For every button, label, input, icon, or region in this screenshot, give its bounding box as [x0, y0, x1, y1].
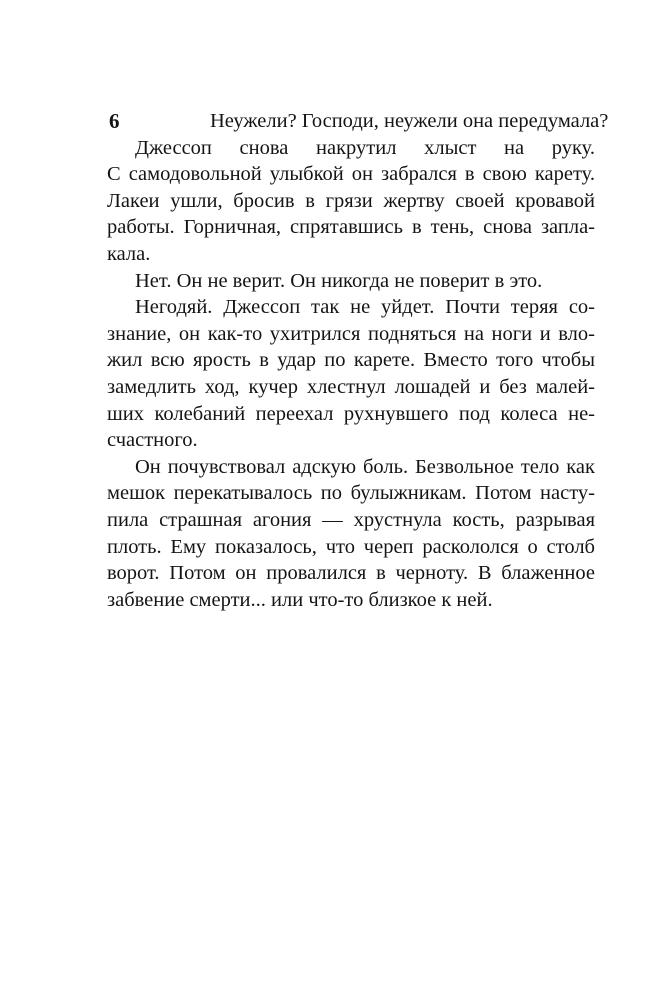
page-number: 6	[109, 109, 120, 133]
text-line: Джессоп снова накрутил хлыст на руку.	[135, 136, 595, 159]
text-line: Лакеи ушли, бросив в грязи жертву своей кровавой	[107, 189, 595, 212]
text-line: мешок перекатывалось по булыжникам. Потом насту-	[107, 482, 595, 505]
text-line: пила страшная агония — хрустнула кость, разрывая	[107, 508, 595, 531]
text-line: Он почувствовал адскую боль. Безвольное тело как	[135, 455, 595, 478]
text-line: С самодовольной улыбкой он забрался в свою карету.	[107, 163, 595, 186]
text-line: плоть. Ему показалось, что череп раскололся о столб	[107, 535, 595, 558]
text-line: Неужели? Господи, неужели она передумала?	[210, 110, 609, 132]
text-line: Негодяй. Джессоп так не уйдет. Почти теряя со-	[135, 296, 595, 319]
text-line: забвение смерти... или что-то близкое к ней.	[107, 588, 493, 611]
body-text	[107, 108, 609, 613]
text-line: ших колебаний переехал рухнувшего под колеса не-	[107, 402, 595, 425]
text-line: жил всю ярость в удар по карете. Вместо того чтобы	[107, 349, 595, 372]
text-line: знание, он как-то ухитрился подняться на ноги и вло-	[107, 322, 595, 345]
text-line: работы. Горничная, спрятавшись в тень, снова запла-	[107, 216, 595, 239]
text-line: Нет. Он не верит. Он никогда не поверит в это.	[135, 269, 543, 292]
text-line: кала.	[107, 242, 151, 265]
text-line: счастного.	[107, 429, 198, 452]
text-line: замедлить ход, кучер хлестнул лошадей и без малей-	[107, 375, 595, 398]
text-line: ворот. Потом он провалился в черноту. В блаженное	[107, 562, 595, 585]
